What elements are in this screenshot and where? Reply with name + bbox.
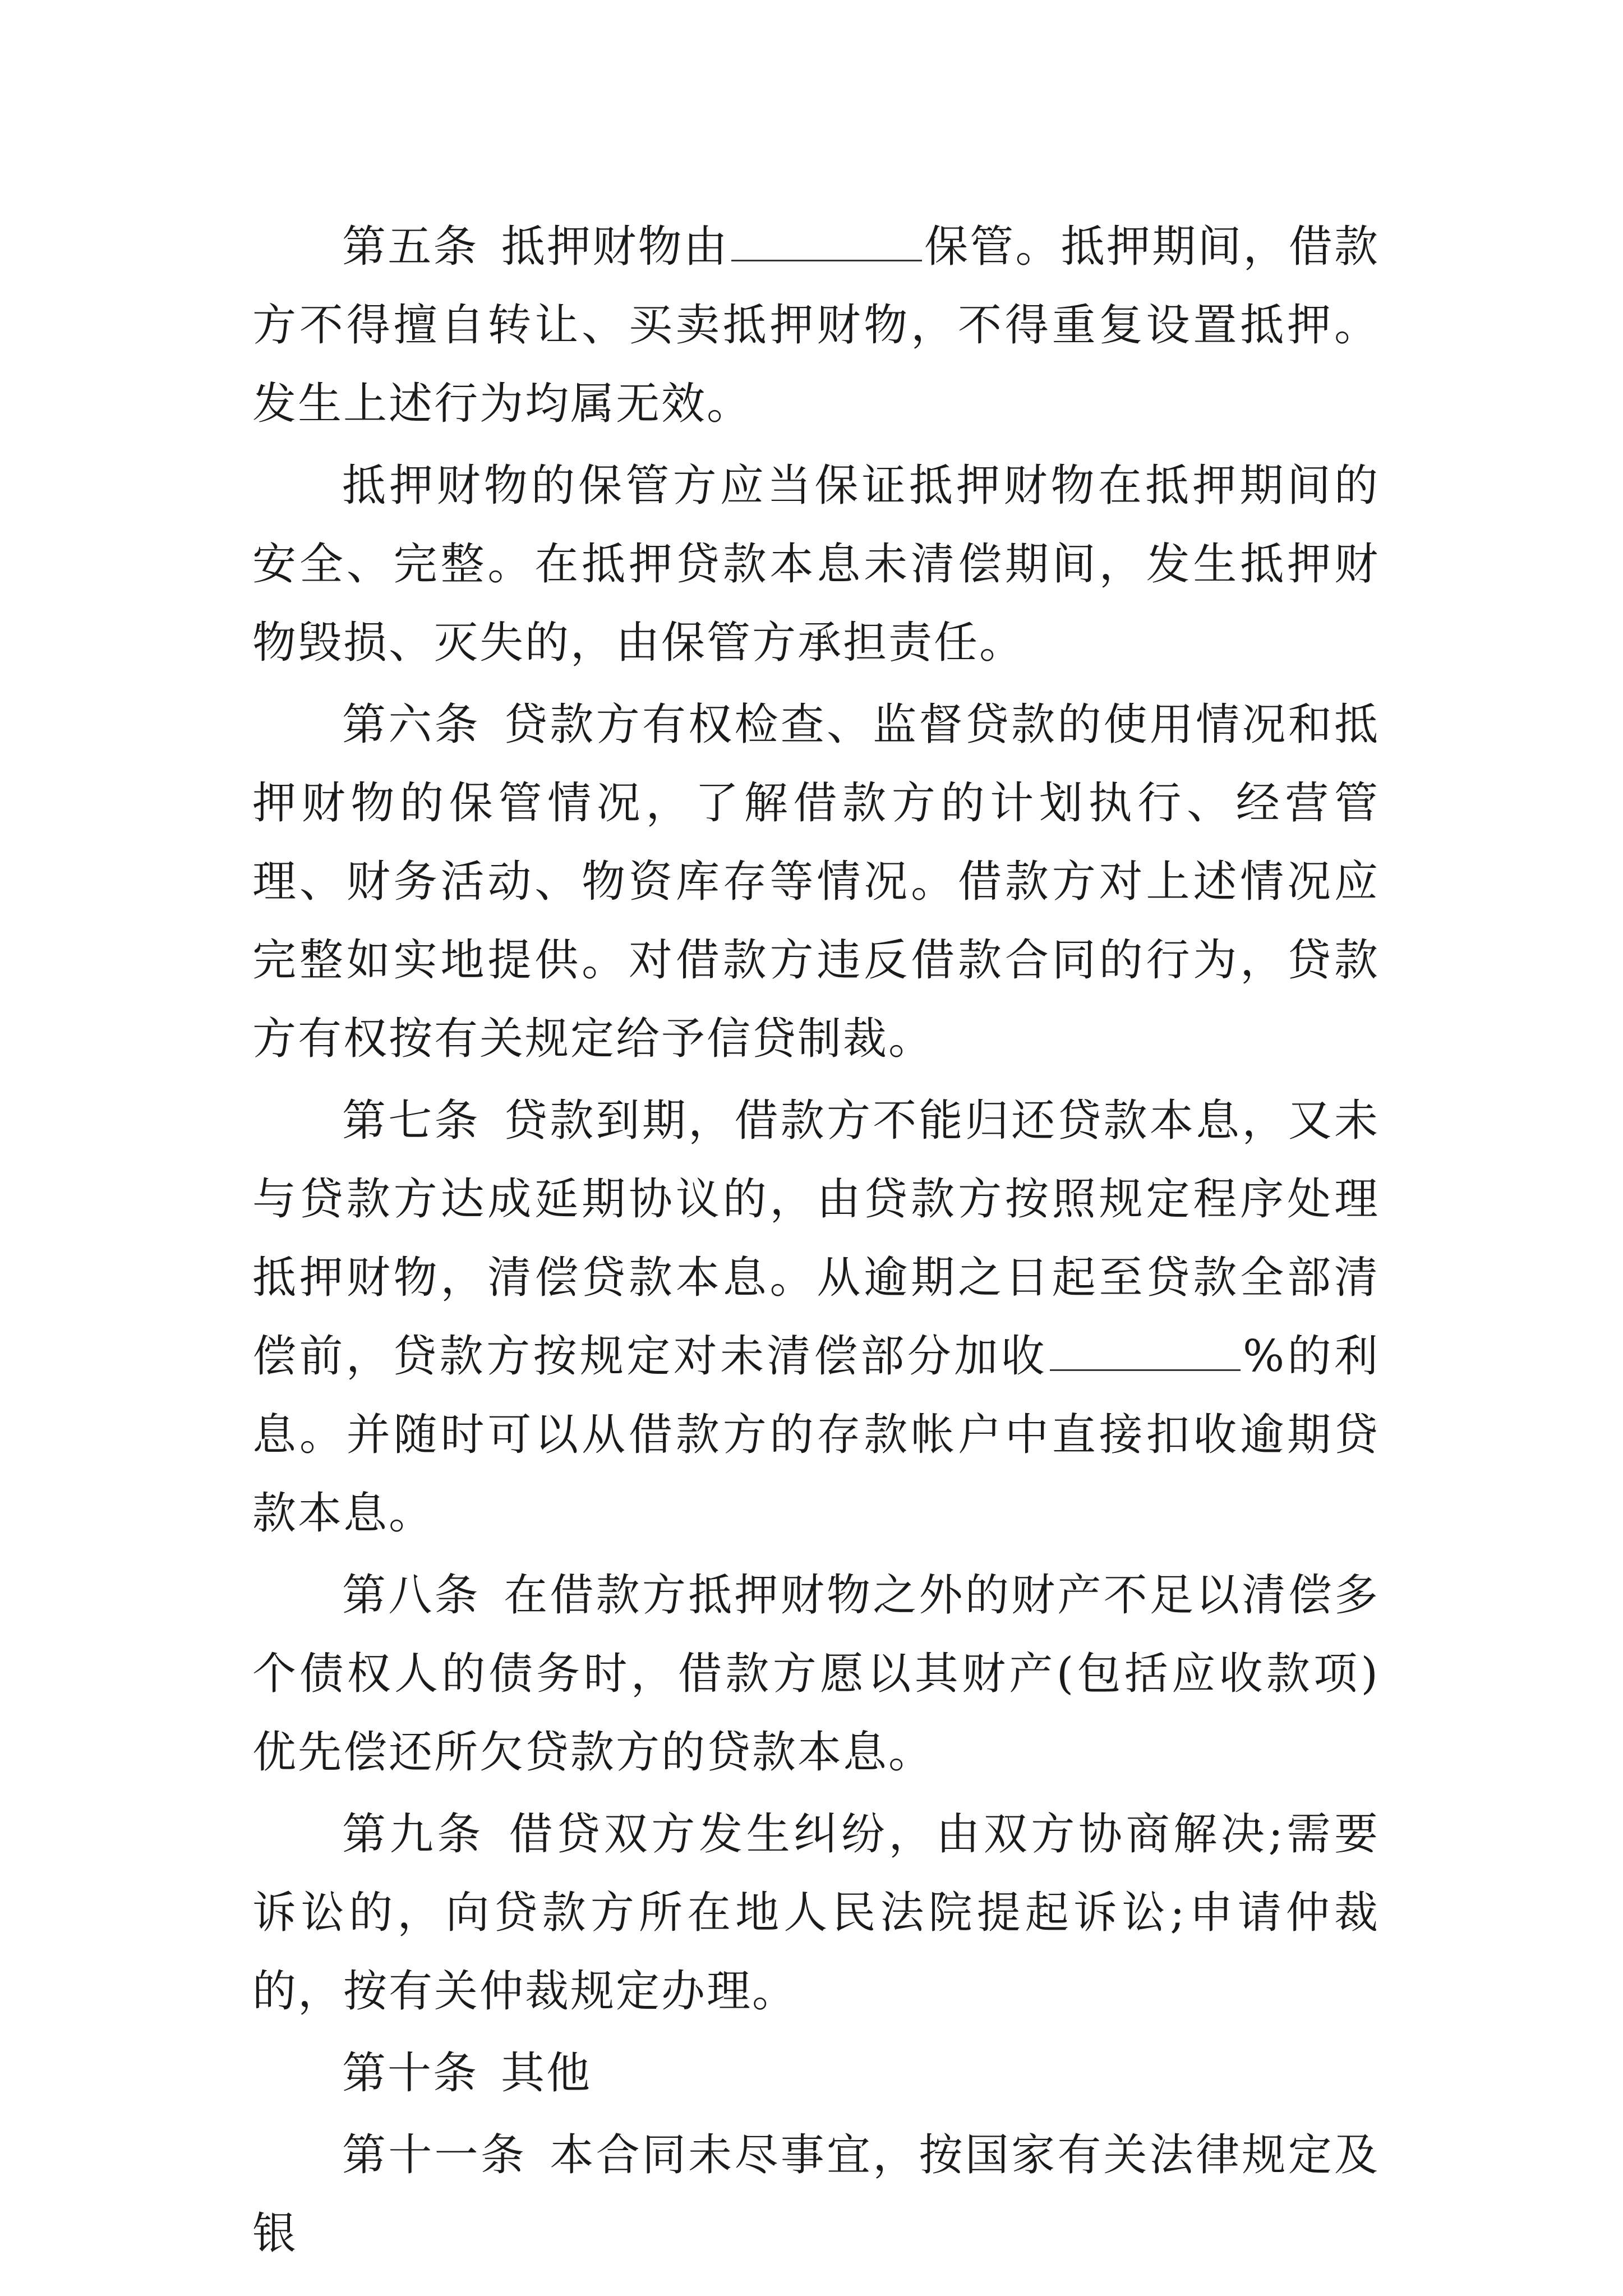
- article-5-paragraph-2-text: 抵押财物的保管方应当保证抵押财物在抵押期间的安全、完整。在抵押贷款本息未清偿期间，发生抵押财物毁损、灭失的，由保管方承担责任。: [252, 461, 1380, 668]
- article-6-number: 第六条: [342, 700, 481, 750]
- article-8-number: 第八条: [342, 1570, 481, 1621]
- article-5: [252, 208, 1380, 443]
- article-5-number: 第五条: [342, 222, 479, 272]
- article-7-text-a: 贷款到期，借款方不能归还贷款本息，又未与贷款方达成延期协议的，由贷款方按照规定程序处理抵押财物，清偿贷款本息。从逾期之日起至贷款全部清偿前，贷款方按规定对未清偿部分加收: [252, 1096, 1380, 1382]
- article-6-text: 贷款方有权检查、监督贷款的使用情况和抵押财物的保管情况，了解借款方的计划执行、经营管理、财务活动、物资库存等情况。借款方对上述情况应完整如实地提供。对借款方违反借款合同的行为，贷款方有权按有关规定给予信贷制裁。: [252, 700, 1380, 1064]
- article-11-text: 本合同未尽事宜，按国家有关法律规定及银: [252, 2130, 1380, 2259]
- article-9-text: 借贷双方发生纠纷，由双方协商解决;需要诉讼的，向贷款方所在地人民法院提起诉讼;申请仲裁的，按有关仲裁规定办理。: [252, 1809, 1380, 2017]
- article-11: [252, 2116, 1380, 2273]
- custodian-blank[interactable]: [731, 226, 922, 261]
- article-8-text: 在借款方抵押财物之外的财产不足以清偿多个债权人的债务时，借款方愿以其财产(包括应收款项)优先偿还所欠贷款方的贷款本息。: [252, 1570, 1380, 1778]
- article-10: [252, 2034, 1380, 2113]
- article-5-paragraph-2: [252, 447, 1380, 682]
- interest-rate-blank[interactable]: [1050, 1336, 1241, 1371]
- document-page: [252, 208, 1380, 2273]
- article-5-text-a: 抵押财物由: [501, 222, 729, 272]
- article-6: [252, 685, 1380, 1078]
- article-7: [252, 1082, 1380, 1553]
- article-9-number: 第九条: [342, 1809, 485, 1860]
- article-5-text-b: 保管。抵押期间，借款方不得擅自转让、买卖抵押财物，不得重复设置抵押。发生上述行为均属无效。: [252, 222, 1380, 429]
- article-7-text-b: %的利息。并随时可以从借款方的存款帐户中直接扣收逾期贷款本息。: [252, 1331, 1380, 1539]
- article-10-text: 其他: [501, 2048, 592, 2099]
- article-10-number: 第十条: [342, 2048, 479, 2099]
- article-9: [252, 1795, 1380, 2031]
- article-8: [252, 1556, 1380, 1792]
- article-11-number: 第十一条: [342, 2130, 527, 2180]
- article-7-number: 第七条: [342, 1096, 481, 1146]
